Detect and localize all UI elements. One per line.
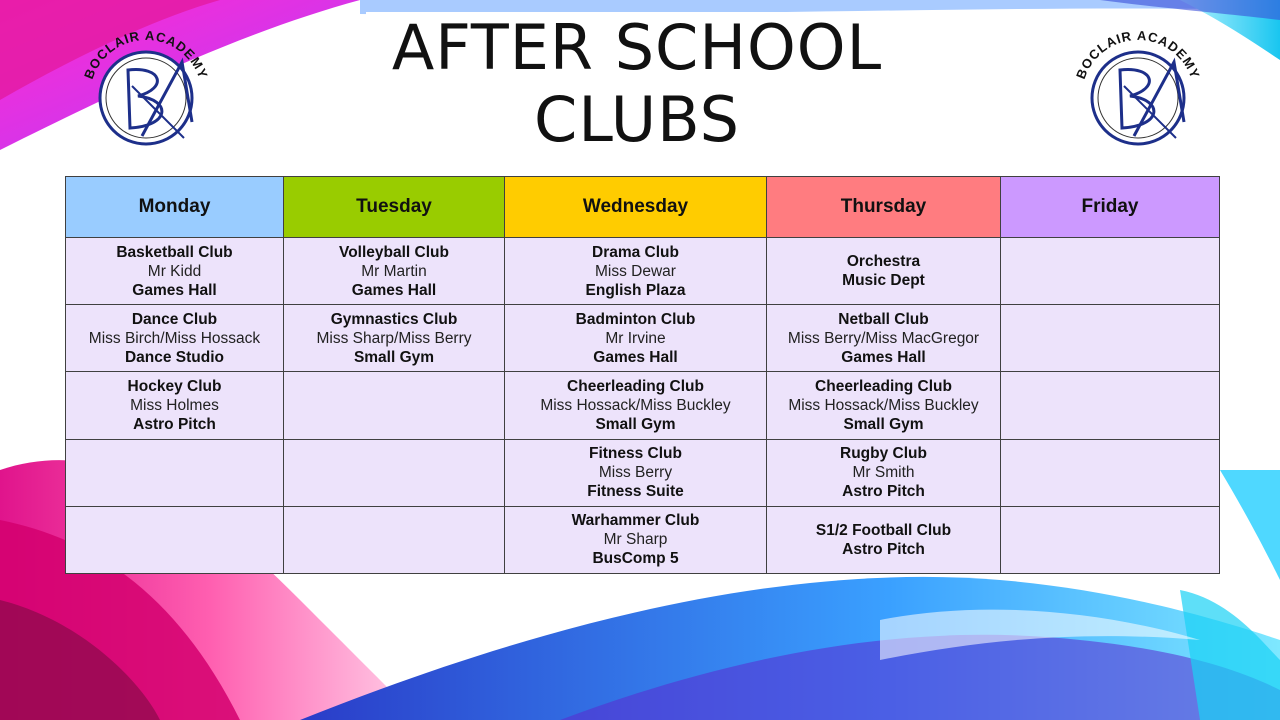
- club-staff: Miss Holmes: [130, 396, 219, 414]
- day-header-monday: Monday: [66, 177, 284, 238]
- club-cell-monday: [66, 305, 284, 372]
- club-loc: Astro Pitch: [133, 415, 216, 433]
- day-header-thursday: Thursday: [767, 177, 1001, 238]
- logo-text-left: BOCLAIR ACADEMY: [80, 27, 212, 81]
- club-staff: Mr Martin: [361, 262, 427, 280]
- clubs-timetable: [65, 176, 1220, 574]
- school-logo-right: [1064, 26, 1212, 154]
- club-name: Warhammer Club: [571, 512, 700, 530]
- club-cell-tuesday: [284, 506, 505, 573]
- club-cell-monday: [66, 439, 284, 506]
- page-title-line2: CLUBS: [534, 83, 740, 156]
- club-staff: Miss Dewar: [595, 262, 676, 280]
- club-staff: Mr Sharp: [603, 531, 668, 549]
- club-name: Cheerleading Club: [567, 377, 704, 395]
- club-cell-friday: [1001, 439, 1220, 506]
- day-header-friday: Friday: [1001, 177, 1220, 238]
- club-name: Fitness Club: [588, 445, 682, 463]
- club-loc: Small Gym: [843, 415, 924, 433]
- club-staff: Miss Sharp/Miss Berry: [316, 329, 472, 347]
- club-name: Badminton Club: [575, 310, 696, 328]
- timetable-header-row: [66, 177, 1220, 238]
- club-cell-thursday: [767, 372, 1001, 439]
- club-staff: Miss Berry/Miss MacGregor: [787, 329, 980, 347]
- club-name: Hockey Club: [127, 377, 222, 395]
- club-cell-thursday: [767, 439, 1001, 506]
- club-cell-wednesday: [505, 506, 767, 573]
- club-loc: Games Hall: [841, 348, 926, 366]
- club-loc: Astro Pitch: [842, 483, 925, 501]
- table-row: [66, 506, 1220, 573]
- club-cell-wednesday: [505, 305, 767, 372]
- club-name: Netball Club: [838, 310, 929, 328]
- club-cell-tuesday: [284, 238, 505, 305]
- club-loc: Astro Pitch: [842, 540, 925, 558]
- club-cell-wednesday: [505, 372, 767, 439]
- club-loc: English Plaza: [585, 281, 686, 299]
- club-name: Rugby Club: [840, 445, 927, 463]
- club-cell-monday: [66, 372, 284, 439]
- club-cell-monday: [66, 506, 284, 573]
- club-cell-friday: [1001, 238, 1220, 305]
- club-loc: Small Gym: [595, 415, 676, 433]
- school-logo-left: [72, 26, 220, 154]
- club-loc: Music Dept: [842, 272, 925, 290]
- club-loc: Fitness Suite: [587, 483, 684, 501]
- club-staff: Miss Hossack/Miss Buckley: [540, 396, 731, 414]
- club-staff: Mr Irvine: [605, 329, 666, 347]
- club-cell-tuesday: [284, 439, 505, 506]
- club-cell-thursday: [767, 305, 1001, 372]
- logo-text-right: BOCLAIR ACADEMY: [1072, 27, 1204, 81]
- table-row: [66, 305, 1220, 372]
- club-name: Volleyball Club: [339, 243, 449, 261]
- table-row: [66, 439, 1220, 506]
- club-loc: Games Hall: [593, 348, 678, 366]
- club-staff: Mr Kidd: [147, 262, 202, 280]
- club-staff: Mr Smith: [852, 464, 915, 482]
- club-cell-friday: [1001, 372, 1220, 439]
- club-name: Cheerleading Club: [815, 377, 952, 395]
- club-cell-wednesday: [505, 238, 767, 305]
- day-header-wednesday: Wednesday: [505, 177, 767, 238]
- club-name: Dance Club: [131, 310, 218, 328]
- club-cell-tuesday: [284, 305, 505, 372]
- club-cell-friday: [1001, 506, 1220, 573]
- club-cell-friday: [1001, 305, 1220, 372]
- club-name: Drama Club: [592, 243, 679, 261]
- table-row: [66, 238, 1220, 305]
- club-cell-tuesday: [284, 372, 505, 439]
- club-name: Gymnastics Club: [330, 310, 458, 328]
- page-title-line1: AFTER SCHOOL: [391, 11, 883, 84]
- club-name: Orchestra: [846, 253, 921, 271]
- club-name: Basketball Club: [116, 243, 233, 261]
- club-name: S1/2 Football Club: [815, 521, 952, 539]
- club-cell-thursday: [767, 238, 1001, 305]
- club-staff: Miss Hossack/Miss Buckley: [788, 396, 979, 414]
- day-header-tuesday: Tuesday: [284, 177, 505, 238]
- club-staff: Miss Berry: [598, 464, 673, 482]
- club-loc: Dance Studio: [124, 348, 225, 366]
- title-block: [366, 12, 908, 162]
- club-cell-monday: [66, 238, 284, 305]
- club-loc: Games Hall: [351, 281, 437, 299]
- club-loc: Games Hall: [132, 281, 217, 299]
- table-row: [66, 372, 1220, 439]
- club-cell-thursday: [767, 506, 1001, 573]
- club-staff: Miss Birch/Miss Hossack: [88, 329, 261, 347]
- club-cell-wednesday: [505, 439, 767, 506]
- club-loc: Small Gym: [353, 348, 435, 366]
- club-loc: BusComp 5: [592, 550, 679, 568]
